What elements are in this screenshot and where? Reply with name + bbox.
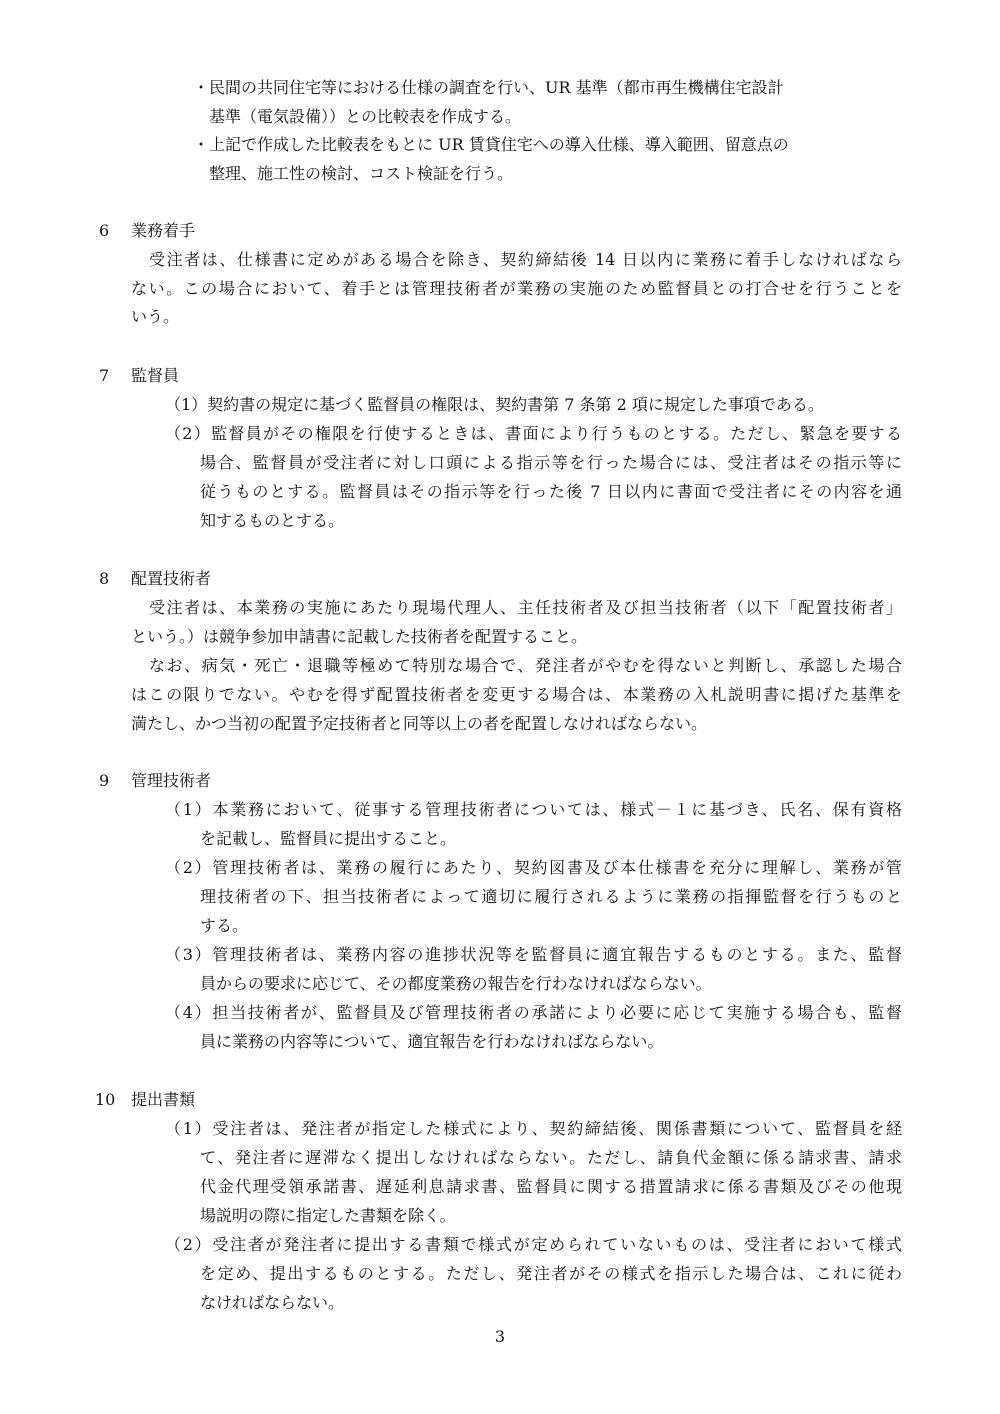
- paragraph-line: はこの限りでない。やむを得ず配置技術者を変更する場合は、本業務の入札説明書に掲げた基準を: [131, 685, 902, 704]
- list-item-line: 理技術者の下、担当技術者によって適切に履行されるように業務の指揮監督を行うものと: [200, 887, 902, 906]
- list-item-line: なければならない。: [200, 1293, 345, 1312]
- list-item-line: （2）受注者が発注者に提出する書類で様式が定められていないものは、受注者において様式: [165, 1235, 902, 1254]
- section-title: 提出書類: [131, 1090, 196, 1109]
- intro-line: 整理、施工性の検討、コスト検証を行う。: [209, 164, 514, 183]
- list-item-line: （1）契約書の規定に基づく監督員の権限は、契約書第 7 条第 2 項に規定した事項である。: [165, 395, 824, 414]
- paragraph-line: ない。この場合において、着手とは管理技術者が業務の実施のため監督員との打合せを行うことを: [131, 279, 902, 298]
- list-item-line: （4）担当技術者が、監督員及び管理技術者の承諾により必要に応じて実施する場合も、監督: [165, 1003, 902, 1022]
- section-number: 8: [99, 569, 110, 588]
- list-item-line: を定め、提出するものとする。ただし、発注者がその様式を指示した場合は、これに従わ: [200, 1264, 902, 1283]
- section-number: 7: [99, 366, 110, 385]
- paragraph-line: 受注者は、本業務の実施にあたり現場代理人、主任技術者及び担当技術者（以下「配置技術者」: [149, 598, 902, 617]
- section-number: 6: [99, 221, 110, 240]
- page-number: 3: [494, 1327, 506, 1346]
- section-number: 9: [99, 771, 110, 790]
- list-item-line: （2）管理技術者は、業務の履行にあたり、契約図書及び本仕様書を充分に理解し、業務が管: [165, 858, 902, 877]
- list-item-line: （1）受注者は、発注者が指定した様式により、契約締結後、関係書類について、監督員を経: [165, 1119, 902, 1138]
- list-item-line: 従うものとする。監督員はその指示等を行った後 7 日以内に書面で受注者にその内容を通: [200, 482, 902, 501]
- list-item-line: て、発注者に遅滞なく提出しなければならない。ただし、請負代金額に係る請求書、請求: [200, 1148, 902, 1167]
- paragraph-line: 満たし、かつ当初の配置予定技術者と同等以上の者を配置しなければならない。: [131, 714, 708, 733]
- section-title: 業務着手: [131, 221, 196, 240]
- list-item-line: （1）本業務において、従事する管理技術者については、様式－１に基づき、氏名、保有資格: [165, 800, 902, 819]
- list-item-line: を記載し、監督員に提出すること。: [200, 829, 457, 848]
- section-number: 10: [95, 1090, 116, 1109]
- list-item-line: 場合、監督員が受注者に対し口頭による指示等を行った場合には、受注者はその指示等に: [200, 453, 902, 472]
- list-item-line: （3）管理技術者は、業務内容の進捗状況等を監督員に適宜報告するものとする。また、監督: [165, 945, 902, 964]
- paragraph-line: 受注者は、仕様書に定めがある場合を除き、契約締結後 14 日以内に業務に着手しなければなら: [149, 250, 902, 269]
- section-title: 配置技術者: [131, 569, 212, 588]
- list-item-line: 代金代理受領承諾書、遅延利息請求書、監督員に関する措置請求に係る書類及びその他現: [200, 1177, 902, 1196]
- list-item-line: する。: [200, 916, 249, 935]
- section-title: 管理技術者: [131, 771, 212, 790]
- intro-line: ・上記で作成した比較表をもとに UR 賃貸住宅への導入仕様、導入範囲、留意点の: [193, 135, 789, 154]
- intro-line: ・民間の共同住宅等における仕様の調査を行い、UR 基準（都市再生機構住宅設計: [193, 78, 784, 97]
- list-item-line: 場説明の際に指定した書類を除く。: [200, 1206, 456, 1225]
- list-item-line: 員に業務の内容等について、適宜報告を行わなければならない。: [200, 1032, 664, 1051]
- list-item-line: 員からの要求に応じて、その都度業務の報告を行わなければならない。: [200, 974, 712, 993]
- intro-line: 基準（電気設備））との比較表を作成する。: [209, 107, 522, 126]
- list-item-line: 知するものとする。: [200, 511, 345, 530]
- paragraph-line: という。）は競争参加申請書に記載した技術者を配置すること。: [131, 627, 588, 646]
- paragraph-line: いう。: [131, 307, 180, 326]
- section-title: 監督員: [131, 366, 180, 385]
- list-item-line: （2）監督員がその権限を行使するときは、書面により行うものとする。ただし、緊急を要する: [165, 424, 902, 443]
- paragraph-line: なお、病気・死亡・退職等極めて特別な場合で、発注者がやむを得ないと判断し、承認した場合: [149, 656, 902, 675]
